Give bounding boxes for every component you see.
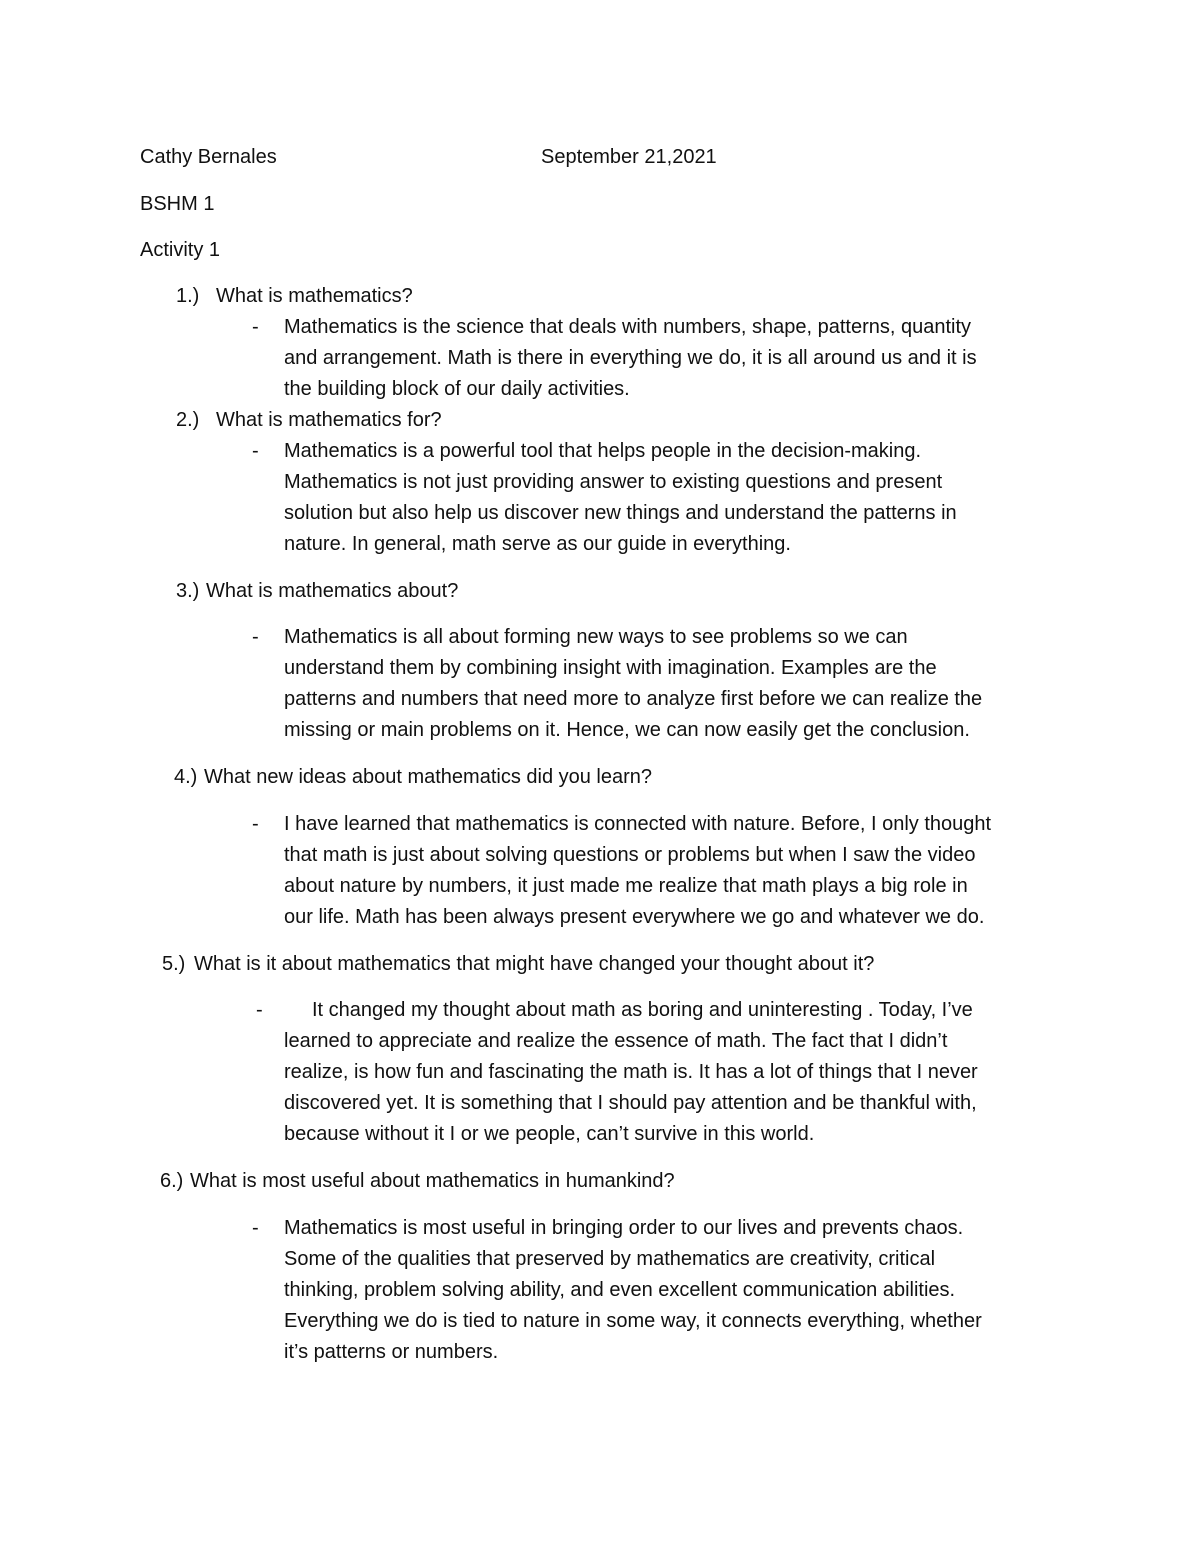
document-date: September 21,2021 bbox=[541, 146, 717, 168]
answer-3 bbox=[252, 622, 983, 746]
question-2-number: 2.) bbox=[176, 409, 200, 431]
activity-title: Activity 1 bbox=[140, 239, 221, 261]
course-code: BSHM 1 bbox=[140, 193, 215, 215]
answer-4-text: I have learned that mathematics is connected with nature. Before, I only thought that math is just about solving questions or problems but when I saw the video about nature by numbers, it just made me realize that math plays a big role in our life. Math has been always present everywhere we go and whatever we do. bbox=[284, 813, 992, 928]
answer-3-bullet: - bbox=[252, 626, 259, 648]
question-6-text: What is most useful about mathematics in humankind? bbox=[190, 1170, 675, 1192]
answer-2-bullet: - bbox=[252, 440, 259, 462]
question-4-text: What new ideas about mathematics did you learn? bbox=[204, 766, 653, 788]
answer-5-bullet: - bbox=[256, 999, 263, 1021]
question-3-text: What is mathematics about? bbox=[206, 580, 459, 602]
question-1-text: What is mathematics? bbox=[216, 285, 413, 307]
question-1-number: 1.) bbox=[176, 285, 200, 307]
question-3-number: 3.) bbox=[176, 580, 200, 602]
answer-2-text: Mathematics is a powerful tool that helps people in the decision-making. Mathematics is not just providing answer to existing questions and present solution but also help us discover new things and understand the patterns in nature. In general, math serve as our guide in everything. bbox=[284, 440, 957, 555]
answer-6-text: Mathematics is most useful in bringing order to our lives and prevents chaos. Some of the qualities that preserved by mathematics are creativity, critical thinking, problem solving ability, and even excellent communication abilities. Everything we do is tied to nature in some way, it connects everything, whether it’s patterns or numbers. bbox=[284, 1217, 982, 1363]
answer-1-text: Mathematics is the science that deals with numbers, shape, patterns, quantity and arrangement. Math is there in everything we do, it is all around us and it is the building block of our daily activities. bbox=[284, 316, 977, 400]
question-5-number: 5.) bbox=[162, 953, 186, 975]
answer-1 bbox=[252, 312, 977, 405]
question-2-text: What is mathematics for? bbox=[216, 409, 442, 431]
answer-4 bbox=[252, 809, 992, 933]
question-5-text: What is it about mathematics that might have changed your thought about it? bbox=[194, 953, 875, 975]
answer-3-text: Mathematics is all about forming new ways to see problems so we can understand them by combining insight with imagination. Examples are the patterns and numbers that need more to analyze first before we can realize the missing or main problems on it. Hence, we can now easily get the conclusion. bbox=[284, 626, 983, 741]
answer-6 bbox=[252, 1213, 982, 1368]
answer-2 bbox=[252, 436, 957, 560]
answer-1-bullet: - bbox=[252, 316, 259, 338]
author-name: Cathy Bernales bbox=[140, 146, 277, 168]
answer-4-bullet: - bbox=[252, 813, 259, 835]
answer-5 bbox=[256, 995, 978, 1150]
answer-6-bullet: - bbox=[252, 1217, 259, 1239]
answer-5-text: It changed my thought about math as boring and uninteresting . Today, I’ve learned to appreciate and realize the essence of math. The fact that I didn’t realize, is how fun and fascinating the math is. It has a lot of things that I never discovered yet. It is something that I should pay attention and be thankful with, because without it I or we people, can’t survive in this world. bbox=[284, 999, 978, 1145]
question-6-number: 6.) bbox=[160, 1170, 184, 1192]
question-4-number: 4.) bbox=[174, 766, 198, 788]
